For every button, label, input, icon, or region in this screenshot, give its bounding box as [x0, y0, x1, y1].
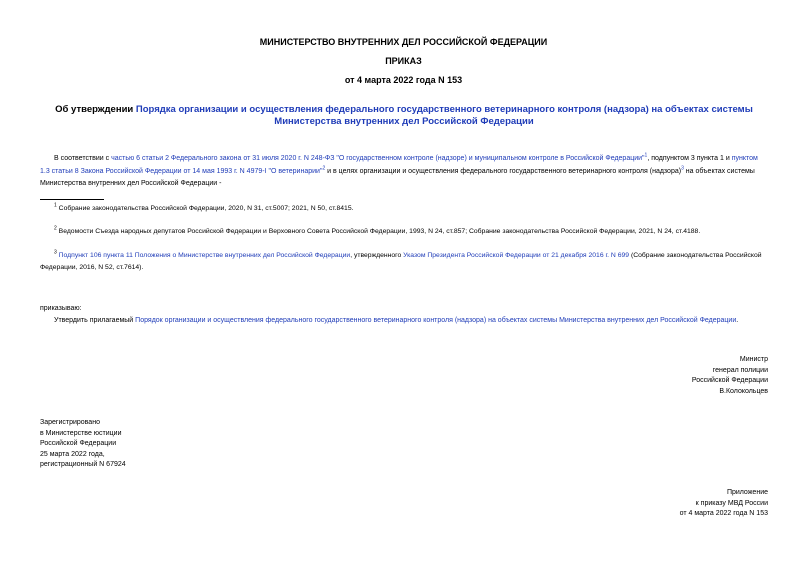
- document-date-number: от 4 марта 2022 года N 153: [344, 75, 463, 85]
- registration-block: [40, 418, 126, 471]
- signature-position: Министр: [739, 356, 768, 363]
- preamble-text-2: , подпунктом 3 пункта 1 и: [647, 155, 732, 162]
- footnote-ref-3[interactable]: 3: [681, 165, 684, 172]
- preamble-text-3: и в целях организации и осуществления федерального государственного ветеринарного контроля (надзора): [325, 167, 682, 175]
- law-248-link[interactable]: частью 6 статьи 2 Федерального закона от 31 июля 2020 г. N 248-ФЗ "О государственном контроле (надзоре) и муниципальном контроле в Российской Федерации": [111, 155, 645, 162]
- footnote-2: [54, 226, 769, 238]
- footnote-ref-2[interactable]: 2: [322, 165, 326, 172]
- footnote-ref-1[interactable]: 1: [644, 152, 648, 159]
- order-text-1: Утвердить прилагаемый: [54, 317, 136, 324]
- footnote-3-text-2: (Собрание законодательства Российской Федерации, 2016, N 52, ст.7614).: [40, 252, 762, 271]
- preamble-text-1: В соответствии с: [54, 155, 112, 162]
- signature-block: [692, 355, 768, 397]
- order-text-2: .: [736, 317, 739, 324]
- preamble-paragraph: [40, 153, 769, 191]
- footnote-divider: [40, 199, 104, 200]
- signature-name: В.Колокольцев: [719, 387, 768, 395]
- appendix-block: [680, 488, 768, 520]
- footnote-3-text-1: , утвержденного: [350, 252, 404, 259]
- footnote-1: [54, 203, 769, 215]
- registration-line-2: в Министерстве юстиции: [40, 429, 122, 437]
- registration-line-4: 25 марта 2022 года,: [40, 450, 105, 458]
- appendix-title: Приложение: [726, 489, 768, 496]
- document-title: [40, 104, 768, 128]
- ministry-heading: МИНИСТЕРСТВО ВНУТРЕННИХ ДЕЛ РОССИЙСКОЙ ФЕДЕРАЦИИ: [259, 37, 548, 47]
- registration-line-3: Российской Федерации: [40, 440, 117, 447]
- title-prefix: Об утверждении: [55, 104, 136, 115]
- order-word: приказываю:: [40, 305, 82, 312]
- document-type: ПРИКАЗ: [385, 56, 422, 66]
- law-4979-link[interactable]: пунктом 1.3 статьи 8 Закона Российской Федерации от 14 мая 1993 г. N 4979-I "О ветеринарии": [40, 155, 758, 175]
- footnote-mark-2: 2: [54, 225, 57, 232]
- order-procedure-link[interactable]: Порядок организации и осуществления федерального государственного ветеринарного контроля (надзора) на объектах системы Министерства внутренних дел Российской Федерации: [135, 317, 737, 324]
- appendix-reference: к приказу МВД России: [695, 499, 768, 507]
- footnote-3-link-decree[interactable]: Указом Президента Российской Федерации от 21 декабря 2016 г. N 699: [403, 252, 630, 259]
- footnote-mark-1: 1: [54, 202, 57, 209]
- registration-number: регистрационный N 67924: [40, 461, 126, 468]
- signature-rank: генерал полиции: [712, 366, 768, 374]
- footnote-2-text: Ведомости Съезда народных депутатов Российской Федерации и Верховного Совета Российской Федерации, 1993, N 24, ст.857; Собрание законодательства Российской Федерации, 2021, N 24, ст.4188.: [56, 228, 701, 235]
- footnote-mark-3: 3: [54, 249, 57, 256]
- title-link[interactable]: Порядка организации и осуществления федерального государственного ветеринарного контроля (надзора) на объектах системы Министерства внутренних дел Российской Федерации: [135, 104, 753, 127]
- signature-country: Российской Федерации: [691, 377, 768, 384]
- order-paragraph: [54, 315, 769, 328]
- appendix-date: от 4 марта 2022 года N 153: [679, 510, 768, 517]
- footnote-3: [40, 250, 769, 274]
- footnote-3-link-regulation[interactable]: Подпункт 106 пункта 11 Положения о Министерстве внутренних дел Российской Федерации: [56, 252, 351, 259]
- footnote-1-text: Собрание законодательства Российской Федерации, 2020, N 31, ст.5007; 2021, N 50, ст.8415.: [56, 205, 354, 212]
- preamble-text-4: на объектах системы Министерства внутренних дел Российской Федерации -: [40, 167, 755, 187]
- registration-line-1: Зарегистрировано: [40, 419, 100, 426]
